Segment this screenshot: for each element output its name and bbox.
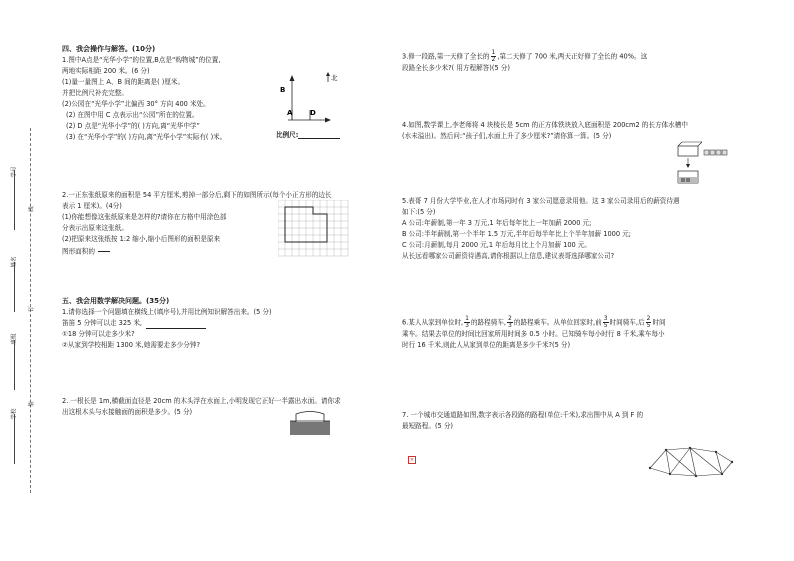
q6-fraction-2 [507, 316, 513, 329]
q4-2-line-4: 分表示出原来这张纸。 [62, 224, 128, 232]
side-label-student-id: 学号 [11, 166, 18, 178]
q6-line-3: 时行 16 千米,则此人从家到单位的距离是多少千米?(5 分) [402, 341, 571, 349]
q6-f2-denominator: 3 [508, 322, 512, 329]
q3-line-1 [402, 50, 747, 63]
q5-1-option-1: ①18 分钟可以走多少米? [62, 330, 135, 338]
q3-fraction-denominator: 2 [491, 56, 496, 63]
q6-fraction-4 [646, 316, 652, 329]
q5-1-option-2: ②从家到学校相距 1300 米,她需要走多少分钟? [62, 341, 200, 349]
q5-1-line-1: 1.请你选择一个问题填在横线上(填序号),并用比例知识解答出来。(5 分) [62, 308, 272, 316]
q5-2-line-2: 出这根木头与水接触面的面积是多少。(5 分) [62, 408, 193, 416]
class-underline [14, 340, 15, 390]
q4-2-line-6-text: 图形面积的 [62, 247, 95, 256]
road-edges [650, 448, 732, 476]
road-network-figure [646, 444, 738, 480]
q6-part-d: 时间骑车,后 [609, 318, 645, 327]
q7-line-2: 最短路程。(5 分) [402, 422, 453, 430]
q4-1-line-8: (3) 在“光华小学”的( )方向,离“光华小学”实际有( )米。 [66, 133, 227, 141]
q5-2-block [62, 396, 392, 418]
school-underline [14, 414, 15, 464]
point-d-label: D [310, 109, 316, 117]
q3-fraction [491, 50, 497, 63]
q6-f1-denominator: 3 [465, 322, 469, 329]
point-b-label: B [280, 86, 286, 94]
q3-line-1a: 3.修一段路,第一天修了全长的 [402, 52, 490, 61]
q6-f3-denominator: 5 [603, 322, 608, 329]
section-4-title: 四、我会操作与解答。(10分) [62, 45, 156, 53]
scale-label [276, 129, 340, 139]
q4-1-line-4: 并把比例尺补充完整。 [62, 89, 128, 97]
q5r-company-a: A 公司:年薪制,第一年 3 万元,1 年后每年比上一年加薪 2000 元; [402, 219, 592, 227]
q6-fraction-1 [464, 316, 470, 329]
q4-1-line-5: (2)公园在“光华小学”北偏西 30° 方向 400 米处。 [62, 100, 210, 108]
map-arrow-right-icon [325, 118, 331, 123]
tank-top [678, 146, 698, 156]
q6-part-a: 6.某人从家到单位时, [402, 318, 464, 327]
right-column [402, 50, 747, 74]
side-label-name: 姓名 [11, 256, 18, 268]
q7-line-1: 7. 一个城市交通道路如图,数字表示各段路的路程(单位:千米),求出图中从 A 到 F 的 [402, 411, 644, 419]
choice-blank[interactable] [146, 320, 206, 329]
q3-fraction-numerator: 1 [491, 49, 496, 56]
side-label-school: 学校 [11, 408, 18, 420]
name-underline [14, 262, 15, 312]
q4-1-line-6: (2) 在图中用 C 点表示出“公园”所在的位置。 [66, 111, 199, 119]
q4-2-line-3: (1)你能想像这张纸原来是怎样的?请你在方格中用涂色部 [62, 213, 227, 221]
q6-part-b: 的路程骑车, [470, 318, 507, 327]
log-in-water-figure [288, 408, 332, 438]
point-a-label: A [287, 109, 293, 117]
q5-1-line-2 [62, 318, 392, 329]
q5-2-line-1: 2. 一根长是 1m,横截面直径是 20cm 的木头浮在水面上,小明发现它正好一半露出水面。请你求 [62, 397, 341, 405]
q6-f3-numerator: 3 [603, 315, 608, 322]
q4r-line-2: (水未溢出)。然后问:“孩子们,水面上升了多少厘米?”请你算一算。(5 分) [402, 132, 612, 140]
q4-1-line-1: 1.图中A点是“光华小学”的位置,B点是“购物城”的位置, [62, 56, 221, 64]
q4-1-line-3: (1)量一量图上 A、B 间的距离是( )厘米。 [62, 78, 185, 86]
q6-part-e: 时间 [652, 318, 666, 327]
q6-f4-denominator: 5 [646, 322, 651, 329]
water-tank-figure [676, 140, 736, 190]
q6-f4-numerator: 2 [646, 315, 651, 322]
q6-part-c: 的路程乘车。从单位回家时,前 [513, 318, 602, 327]
cube-blocks [704, 150, 727, 155]
q3-line-1b: ,第二天修了 700 米,两天正好修了全长的 40%。这 [497, 52, 648, 61]
water-body [290, 421, 330, 435]
north-arrow-icon [326, 72, 330, 76]
side-label-class: 班级 [11, 333, 18, 345]
seal-mark-3: 装 [28, 401, 35, 407]
q5r-line-6: 从长远看哪家公司薪资待遇高,请你根据以上信息,建议表哥选择哪家公司? [402, 252, 615, 260]
q4-1-line-7: (2) D 点是“光华小学”的( )方向,离“光华中学” [66, 122, 200, 130]
q5r-line-1: 5.表哥 7 月份大学毕业,在人才市场同时有 3 家公司愿意录用他。这 3 家公司录用后的薪资待遇 [402, 197, 680, 205]
q6-f1-numerator: 1 [465, 315, 469, 322]
q6-right-block [402, 316, 747, 351]
q6-line-1 [402, 316, 747, 329]
q4-right-block [402, 120, 747, 142]
seal-mark-2: 订 [28, 306, 35, 312]
grid-figure [278, 200, 350, 262]
q5r-company-b: B 公司:半年薪制,第一个半年 1.5 万元,半年后每半年比上个半年加薪 1000 元; [402, 230, 631, 238]
ratio-blank-fraction[interactable] [98, 245, 110, 258]
scale-label-text: 比例尺: [276, 131, 299, 139]
broken-image-icon: × [409, 457, 415, 463]
q6-line-2: 乘车。结果去单位的时间比回家所用时间多 0.5 小时。已知骑车每小时行 8 千米,乘车每小 [402, 330, 665, 338]
q7-right-block [402, 410, 747, 432]
q5-1-line-2-text: 笛笛 5 分钟可以走 325 米, [62, 319, 143, 327]
scale-blank[interactable] [298, 130, 340, 139]
q4-2-line-5: (2)把原来这张纸按 1:2 缩小,缩小后图形的面积是原来 [62, 235, 221, 243]
q4-2-line-2: 表示 1 厘米)。(4分) [62, 202, 122, 210]
section-5-title: 五、我会用数学解决问题。(35分) [62, 297, 170, 305]
student-id-underline [14, 170, 15, 230]
q3-line-2: 段路全长多少米?( 用方程解答)(5 分) [402, 64, 510, 72]
q6-fraction-3 [603, 316, 609, 329]
q6-f2-numerator: 2 [508, 315, 512, 322]
q4r-line-1: 4.如图,数学课上,李老师将 4 块棱长是 5cm 的正方体铁块放入底面积是 200cm2 的长方体水槽中 [402, 121, 688, 129]
seal-mark-1: 线 [28, 206, 35, 212]
log-shape [296, 412, 324, 423]
q4-2-line-1: 2.一正东张纸原来的面积是 54 平方厘米,剪掉一部分后,剩下的如图所示(每个小正方形的边长 [62, 191, 332, 199]
north-label: 北 [331, 74, 338, 82]
q5r-company-c: C 公司:月薪制,每月 2000 元,1 年后每月比上个月加薪 100 元。 [402, 241, 592, 249]
map-arrow-up-icon [290, 75, 295, 81]
q5r-line-2: 如下:(5 分) [402, 208, 436, 216]
q5-right-block [402, 196, 747, 262]
q4-1-line-2: 两地实际相距 200 米。(6 分) [62, 67, 150, 75]
section-5-block [62, 296, 392, 351]
